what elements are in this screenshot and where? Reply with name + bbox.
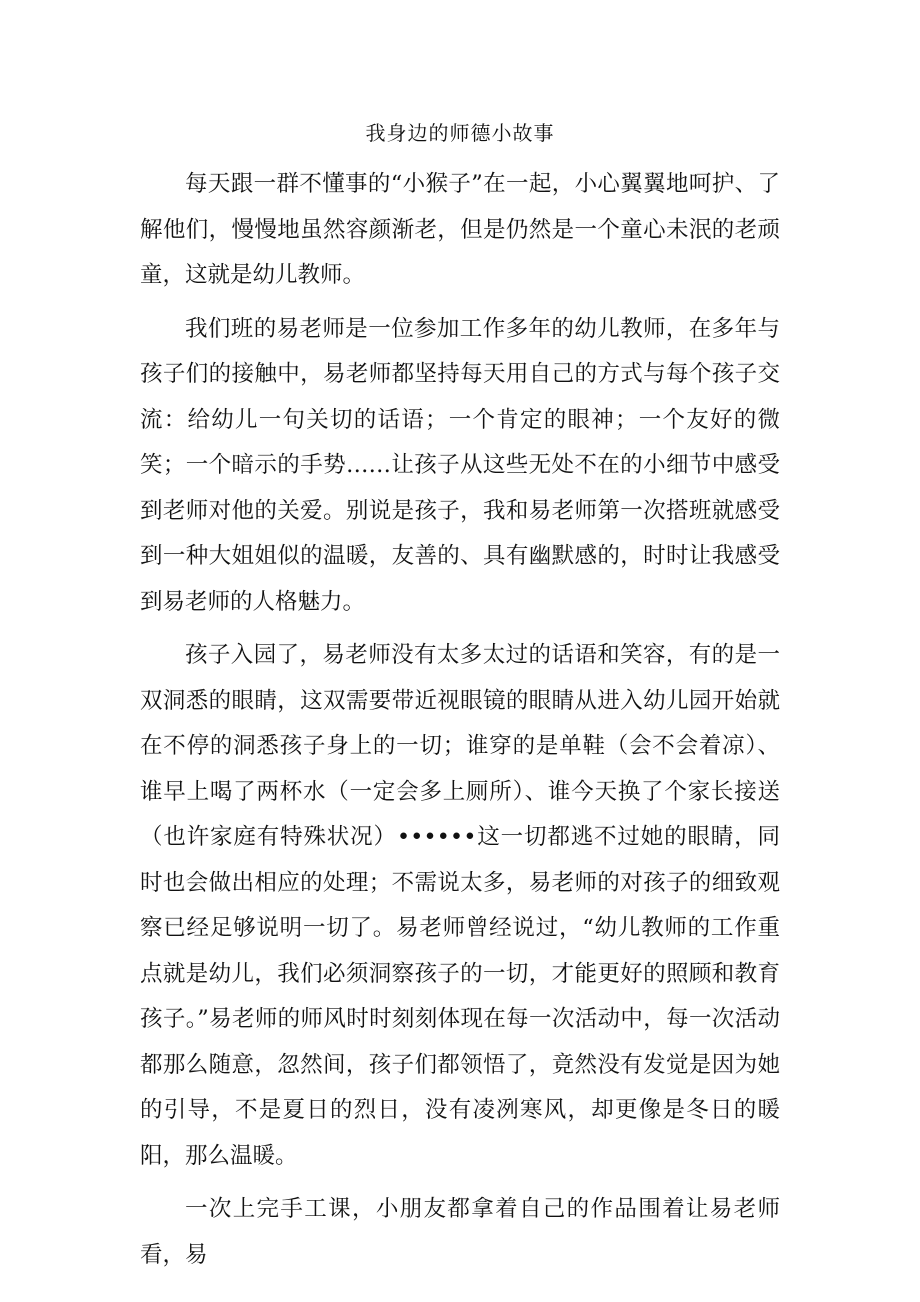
document-body — [140, 162, 780, 1286]
document-title: 我身边的师德小故事 — [365, 121, 555, 145]
paragraph-4: 一次上完手工课，小朋友都拿着自己的作品围着让易老师看，易 — [140, 1196, 780, 1268]
paragraph-3: 孩子入园了，易老师没有太多太过的话语和笑容，有的是一双洞悉的眼睛，这双需要带近视眼镜的眼睛从进入幼儿园开始就在不停的洞悉孩子身上的一切；谁穿的是单鞋（会不会着凉）、谁早上喝了两杯水（一定会多上厕所）、谁今天换了个家长接送（也许家庭有特殊状况）••••••这一切都逃不过她的眼睛，同时也会做出相应的处理；不需说太多，易老师的对孩子的细致观察已经足够说明一切了。易老师曾经说过，“幼儿教师的工作重点就是幼儿，我们必须洞察孩子的一切，才能更好的照顾和教育孩子。”易老师的师风时时刻刻体现在每一次活动中，每一次活动都那么随意，忽然间，孩子们都领悟了，竟然没有发觉是因为她的引导，不是夏日的烈日，没有凌冽寒风，却更像是冬日的暖阳，那么温暖。 — [140, 642, 780, 1169]
paragraph-2: 我们班的易老师是一位参加工作多年的幼儿教师，在多年与孩子们的接触中，易老师都坚持每天用自己的方式与每个孩子交流：给幼儿一句关切的话语；一个肯定的眼神；一个友好的微笑；一个暗示的手势……让孩子从这些无处不在的小细节中感受到老师对他的关爱。别说是孩子，我和易老师第一次搭班就感受到一种大姐姐似的温暖，友善的、具有幽默感的，时时让我感受到易老师的人格魅力。 — [140, 315, 780, 615]
paragraph-1: 每天跟一群不懂事的“小猴子”在一起，小心翼翼地呵护、了解他们，慢慢地虽然容颜渐老，但是仍然是一个童心未泯的老顽童，这就是幼儿教师。 — [140, 171, 780, 288]
